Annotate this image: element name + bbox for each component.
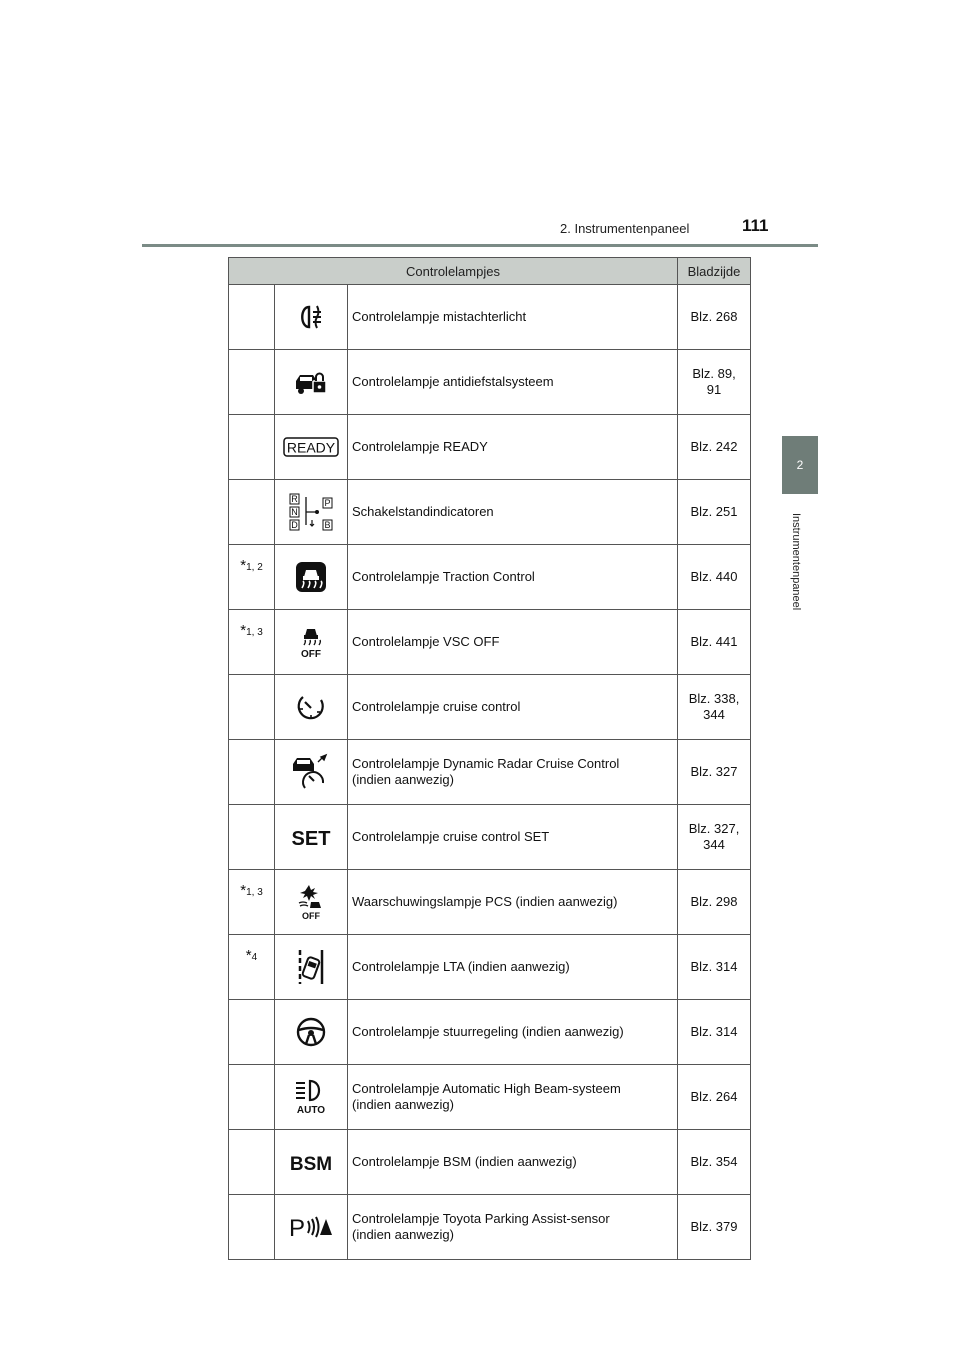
table-row — [229, 1195, 751, 1260]
description-cell: Controlelampje Traction Control — [348, 545, 678, 610]
note-cell — [229, 1065, 275, 1130]
page-ref-cell: Blz. 251 — [678, 480, 751, 545]
svg-text:N: N — [291, 507, 298, 517]
page-ref-cell: Blz. 441 — [678, 610, 751, 675]
bsm-icon — [286, 1150, 336, 1174]
header-section-title: 2. Instrumentenpaneel — [560, 221, 690, 236]
traction-control-icon — [295, 561, 327, 593]
chapter-tab — [782, 436, 818, 494]
icon-cell — [275, 415, 348, 480]
shift-position-icon — [288, 492, 334, 532]
table-row — [229, 1130, 751, 1195]
ready-icon — [283, 436, 339, 458]
page-ref-cell: Blz. 354 — [678, 1130, 751, 1195]
description-cell: Controlelampje READY — [348, 415, 678, 480]
page-ref-cell: Blz. 298 — [678, 870, 751, 935]
icon-cell — [275, 870, 348, 935]
page-ref-cell: Blz. 268 — [678, 285, 751, 350]
parking-assist-icon — [288, 1213, 334, 1241]
note-cell — [229, 805, 275, 870]
page-ref-cell: Blz. 242 — [678, 415, 751, 480]
note-cell — [229, 480, 275, 545]
note-cell — [229, 1195, 275, 1260]
table-row — [229, 415, 751, 480]
cruise-control-icon — [295, 692, 327, 722]
chapter-label: Instrumentenpaneel — [790, 513, 802, 611]
description-cell: Controlelampje BSM (indien aanwezig) — [348, 1130, 678, 1195]
col-header-page: Bladzijde — [678, 258, 751, 285]
icon-cell — [275, 1065, 348, 1130]
table-row — [229, 935, 751, 1000]
page-number: 111 — [742, 216, 769, 235]
pcs-off-icon — [295, 883, 327, 921]
header-divider — [142, 244, 818, 247]
table-row — [229, 740, 751, 805]
page-ref-cell: Blz. 327 — [678, 740, 751, 805]
table-row — [229, 545, 751, 610]
table-row — [229, 480, 751, 545]
svg-text:P: P — [288, 1215, 306, 1241]
page-ref-cell: Blz. 89, 91 — [678, 350, 751, 415]
note-cell: *1, 3 — [229, 870, 275, 935]
description-cell: Controlelampje antidiefstalsysteem — [348, 350, 678, 415]
icon-cell — [275, 610, 348, 675]
svg-text:B: B — [324, 520, 331, 530]
svg-text:SET: SET — [291, 828, 331, 849]
page-ref-cell: Blz. 314 — [678, 1000, 751, 1065]
icon-cell — [275, 935, 348, 1000]
note-cell — [229, 675, 275, 740]
svg-text:AUTO: AUTO — [296, 1105, 326, 1116]
table-row — [229, 1065, 751, 1130]
radar-cruise-control-icon — [291, 753, 331, 791]
svg-text:D: D — [291, 520, 298, 530]
description-cell: Schakelstandindicatoren — [348, 480, 678, 545]
svg-text:READY: READY — [286, 439, 336, 456]
chapter-number: 2 — [796, 458, 804, 472]
note-cell: *1, 3 — [229, 610, 275, 675]
icon-cell — [275, 545, 348, 610]
table-row — [229, 1000, 751, 1065]
note-cell: *1, 2 — [229, 545, 275, 610]
vsc-off-icon — [295, 624, 327, 660]
description-cell: Controlelampje Automatic High Beam-systeem (indien aanwezig) — [348, 1065, 678, 1130]
svg-text:OFF: OFF — [301, 649, 321, 660]
note-cell — [229, 1000, 275, 1065]
page-ref-cell: Blz. 327, 344 — [678, 805, 751, 870]
description-cell: Controlelampje VSC OFF — [348, 610, 678, 675]
description-cell: Controlelampje Dynamic Radar Cruise Control (indien aanwezig) — [348, 740, 678, 805]
auto-high-beam-icon — [292, 1078, 330, 1116]
col-header-indicators: Controlelampjes — [229, 258, 678, 285]
table-row — [229, 285, 751, 350]
note-cell — [229, 285, 275, 350]
table-row — [229, 350, 751, 415]
icon-cell — [275, 285, 348, 350]
table-row — [229, 610, 751, 675]
icon-cell — [275, 675, 348, 740]
table-header-row — [229, 258, 751, 285]
rear-fog-light-icon — [296, 302, 326, 332]
indicator-table — [228, 257, 751, 1260]
page-ref-cell: Blz. 440 — [678, 545, 751, 610]
description-cell: Controlelampje cruise control SET — [348, 805, 678, 870]
svg-text:OFF: OFF — [302, 911, 320, 921]
svg-text:R: R — [291, 494, 298, 504]
set-icon — [291, 825, 331, 849]
icon-cell — [275, 805, 348, 870]
description-cell: Controlelampje mistachterlicht — [348, 285, 678, 350]
icon-cell — [275, 480, 348, 545]
svg-text:P: P — [324, 498, 331, 508]
lta-icon — [295, 948, 327, 986]
note-cell — [229, 350, 275, 415]
icon-cell — [275, 1130, 348, 1195]
svg-text:BSM: BSM — [289, 1154, 333, 1174]
page-ref-cell: Blz. 379 — [678, 1195, 751, 1260]
note-cell — [229, 415, 275, 480]
steering-wheel-icon — [295, 1016, 327, 1048]
page-ref-cell: Blz. 338, 344 — [678, 675, 751, 740]
icon-cell — [275, 1000, 348, 1065]
description-cell: Controlelampje stuurregeling (indien aanwezig) — [348, 1000, 678, 1065]
anti-theft-car-lock-icon — [293, 367, 329, 397]
page-ref-cell: Blz. 264 — [678, 1065, 751, 1130]
note-cell — [229, 1130, 275, 1195]
description-cell: Controlelampje cruise control — [348, 675, 678, 740]
table-row — [229, 870, 751, 935]
table-row — [229, 675, 751, 740]
description-cell: Controlelampje LTA (indien aanwezig) — [348, 935, 678, 1000]
icon-cell — [275, 740, 348, 805]
description-cell: Waarschuwingslampje PCS (indien aanwezig) — [348, 870, 678, 935]
icon-cell — [275, 350, 348, 415]
icon-cell — [275, 1195, 348, 1260]
page-ref-cell: Blz. 314 — [678, 935, 751, 1000]
note-cell — [229, 740, 275, 805]
note-cell: *4 — [229, 935, 275, 1000]
table-row — [229, 805, 751, 870]
description-cell: Controlelampje Toyota Parking Assist-sensor (indien aanwezig) — [348, 1195, 678, 1260]
